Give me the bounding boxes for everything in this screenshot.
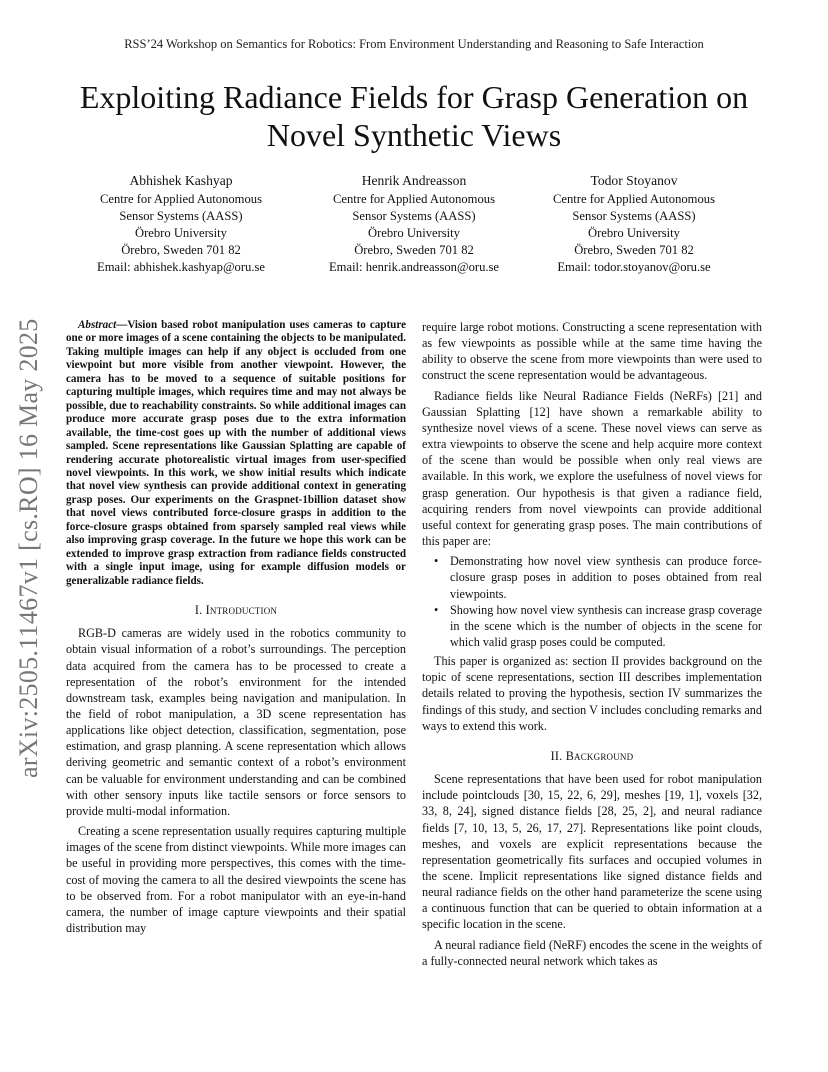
author-affiliation: Centre for Applied Autonomous [333, 191, 495, 206]
arxiv-sidebar [10, 290, 50, 780]
section-title: Background [565, 748, 634, 763]
paragraph: require large robot motions. Constructing a scene representation with as few viewpoints as possible while at the same time having the ability to observe the scene from more viewpoints than were used to construct the scene representation would be advantageous. [422, 320, 762, 383]
paragraph: Scene representations that have been used for robot manipulation include pointclouds [30, 15, 22, 6, 29], meshes [19, 1], voxels [32, 33, 8, 24], signed distance fields [28, 25, 2], and neural radiance fields [7, 10, 13, 5, 26, 17, 27]. Representations like point clouds, meshes, and voxels are explicit representations because the representation geometrically fits surfaces and occupied volumes in the scene. Implicit representations like signed distance fields and neural radiance fields on the other hand parameterize the scene using a continuous function that can be queried to obtain information at a specific location in the scene. [422, 772, 762, 932]
author-3 [519, 173, 749, 275]
arxiv-identifier: arXiv:2505.11467v1 [cs.RO] 16 May 2025 [14, 318, 43, 778]
title-line-1: Exploiting Radiance Fields for Grasp Generation on [79, 79, 749, 115]
author-address: Örebro, Sweden 701 82 [121, 242, 241, 257]
section-heading-introduction [66, 602, 406, 618]
author-affiliation: Örebro University [588, 225, 680, 240]
contributions-list [422, 553, 762, 650]
abstract-label: Abstract— [78, 319, 128, 331]
list-item: • Showing how novel view synthesis can increase grasp coverage in the scene which is the number of objects in the scene for which valid grasp poses could be computed. [450, 602, 762, 650]
author-affiliation: Sensor Systems (AASS) [572, 208, 696, 223]
section-number: II. [550, 748, 566, 763]
paragraph: Creating a scene representation usually requires capturing multiple images of the scene from distinct viewpoints. While more images can be useful in providing more perspectives, this comes with the time-cost of moving the camera to all the desired viewpoints the scene has to be observed from. For a robot manipulator with an eye-in-hand camera, the number of image capture viewpoints and their spatial distribution may [66, 824, 406, 936]
author-name: Abhishek Kashyap [129, 173, 233, 188]
title-line-2: Novel Synthetic Views [266, 117, 562, 153]
abstract-text: Vision based robot manipulation uses cameras to capture one or more images of a scene containing the objects to be manipulated. Taking multiple images can help if any object is occluded from one viewpoint but more visible from another viewpoint. However, the camera has to be moved to a sequence of suitable positions for capturing multiple images, which requires time and may not always be possible, due to reachability constraints. So while additional images can produce more accurate grasp poses due to the extra information available, the time-cost goes up with the number of additional views sampled. Scene representations like Gaussian Splatting are capable of rendering accurate photorealistic virtual images from user-specified novel viewpoints. In this work, we show initial results which indicate that novel view synthesis can provide additional context in generating grasp poses. Our experiments on the Graspnet-1billion dataset show that novel views contributed force-closure grasps in addition to the force-closure grasps obtained from sparsely sampled real views while also improving grasp coverage. In the future we hope this work can be extended to improve grasp extraction from radiance fields constructed with a single input image, using for example diffusion models or generalizable radiance fields. [66, 319, 406, 587]
author-email: Email: henrik.andreasson@oru.se [328, 259, 500, 274]
list-item: • Demonstrating how novel view synthesis can produce force-closure grasp poses in addition to poses obtained from real viewpoints. [450, 553, 762, 601]
author-affiliation: Centre for Applied Autonomous [100, 191, 262, 206]
paragraph: RGB-D cameras are widely used in the robotics community to obtain visual information of a robot’s surroundings. The perception data acquired from the camera has to be processed to create a representation of the robot’s environment for the intended downstream task, examples being navigation and manipulation. In the field of robot manipulation, a 3D scene representation has applications like object detection, classification, segmentation, pose estimation, and grasp planning. A scene representation which allows deriving geometric and semantic context of a robot’s environment can be valuable for environment understanding and can be combined with other sensory inputs like tactile sensors or force sensors to provide multi-modal information. [66, 626, 406, 818]
section-number: I. [194, 603, 206, 618]
paragraph: This paper is organized as: section II provides background on the topic of scene representations, section III describes implementation details related to proving the hypothesis, section IV summarizes the findings of this study, and section V includes concluding remarks and ways to extend this work. [422, 654, 762, 733]
author-1 [66, 173, 296, 275]
paragraph: A neural radiance field (NeRF) encodes the scene in the weights of a fully-connected neural network which takes as [422, 937, 762, 968]
author-email: Email: abhishek.kashyap@oru.se [97, 259, 265, 274]
author-affiliation: Sensor Systems (AASS) [352, 208, 476, 223]
section-heading-background [422, 748, 762, 764]
paragraph: Radiance fields like Neural Radiance Fields (NeRFs) [21] and Gaussian Splatting [12] have shown a remarkable ability to synthesize novel views of a scene. These novel views can serve as extra viewpoints to observe the scene and help acquire more context of the scene than would be possible when only real views are available. In this work, we explore the usefulness of novel views for grasp generation. Our hypothesis is that given a radiance field, acquiring renders from novel viewpoints can provide additional useful context for generating grasp poses. The main contributions of this paper are: [422, 388, 762, 549]
author-affiliation: Sensor Systems (AASS) [119, 208, 243, 223]
left-column [66, 319, 406, 940]
paper-title [40, 78, 788, 154]
abstract [66, 319, 406, 588]
author-affiliation: Örebro University [135, 225, 227, 240]
author-name: Henrik Andreasson [361, 173, 467, 188]
author-email: Email: todor.stoyanov@oru.se [557, 259, 711, 274]
author-address: Örebro, Sweden 701 82 [574, 242, 694, 257]
author-affiliation: Centre for Applied Autonomous [553, 191, 715, 206]
author-affiliation: Örebro University [368, 225, 460, 240]
author-name: Todor Stoyanov [590, 173, 678, 188]
author-2 [299, 173, 529, 275]
conference-header: RSS’24 Workshop on Semantics for Robotics: From Environment Understanding and Reasoning to Safe Interaction [124, 37, 704, 51]
right-column [422, 319, 762, 973]
author-address: Örebro, Sweden 701 82 [354, 242, 474, 257]
section-title: Introduction [205, 603, 278, 618]
